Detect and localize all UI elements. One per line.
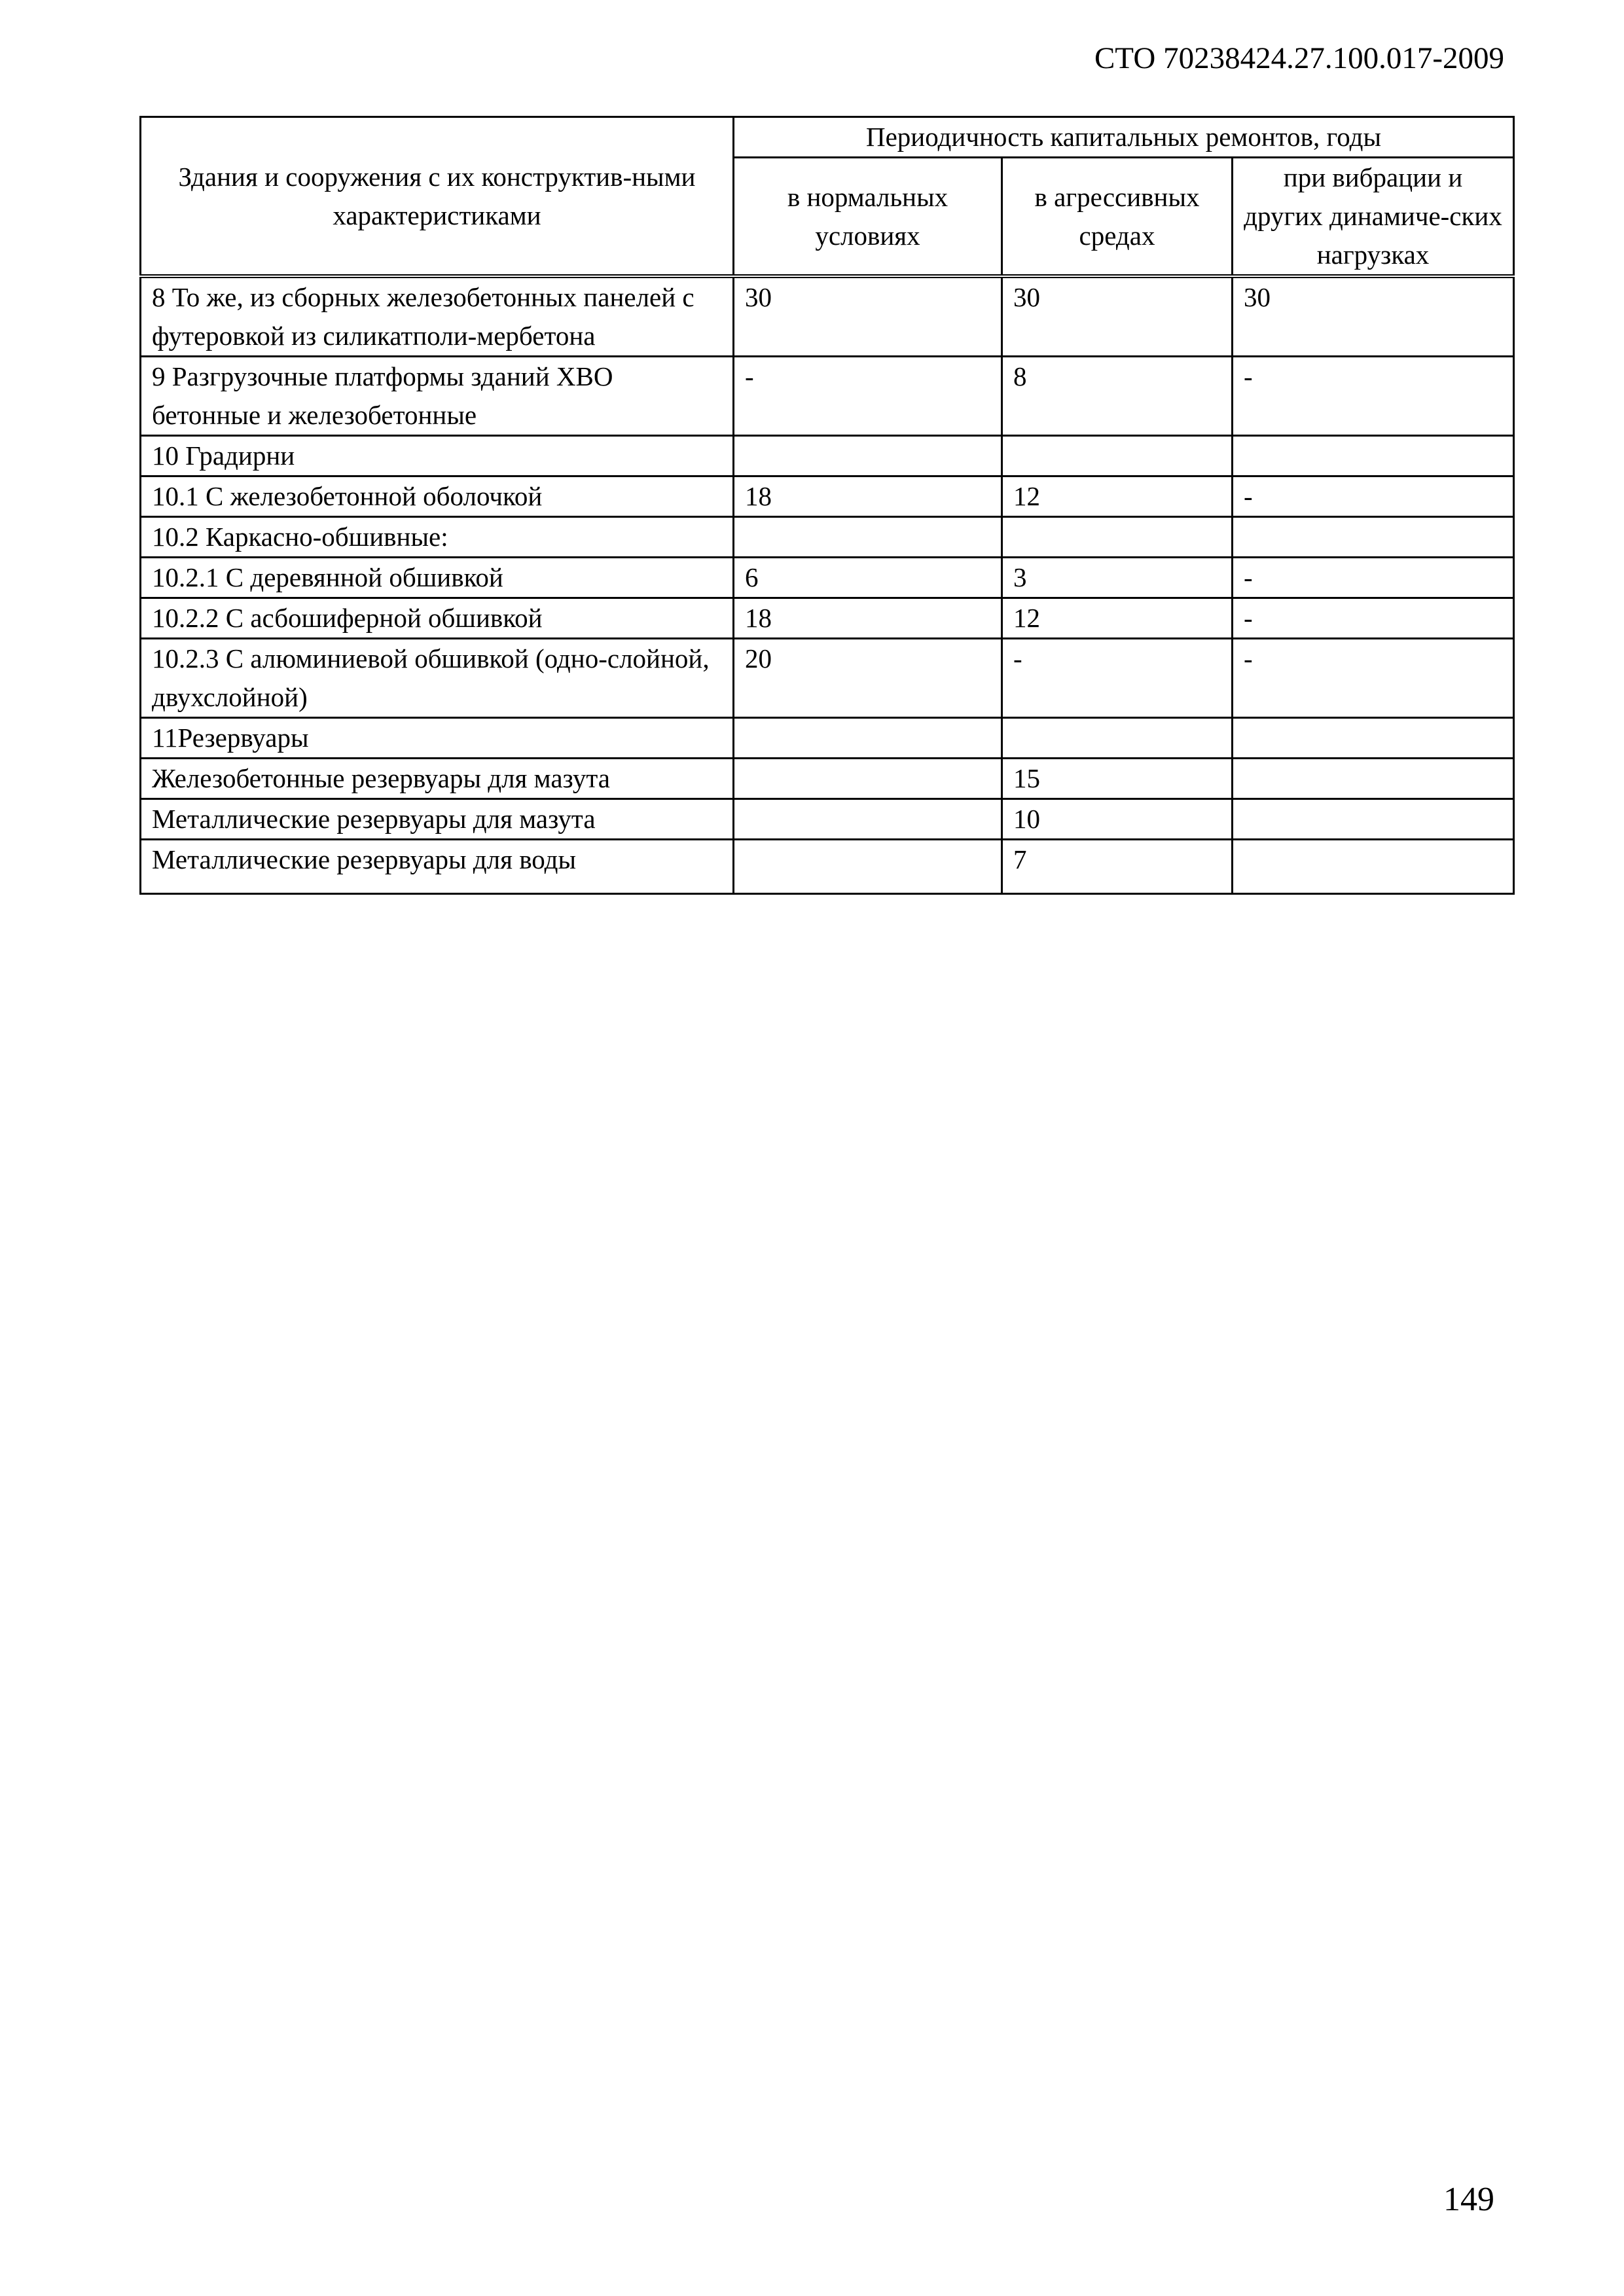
header-aggressive-environments: в агрессивных средах (1002, 158, 1233, 277)
table-body (141, 276, 1514, 894)
cell-aggressive-environments (1002, 517, 1233, 558)
cell-aggressive-environments (1002, 718, 1233, 759)
cell-structure-name: Железобетонные резервуары для мазута (141, 759, 734, 799)
cell-normal-conditions (734, 718, 1002, 759)
table-row (141, 799, 1514, 840)
cell-vibration-loads (1233, 840, 1514, 894)
cell-vibration-loads: - (1233, 476, 1514, 517)
cell-normal-conditions (734, 517, 1002, 558)
cell-normal-conditions: 18 (734, 598, 1002, 639)
cell-normal-conditions (734, 436, 1002, 476)
cell-structure-name: 11Резервуары (141, 718, 734, 759)
cell-vibration-loads: - (1233, 357, 1514, 436)
cell-aggressive-environments: 30 (1002, 276, 1233, 357)
cell-aggressive-environments: 7 (1002, 840, 1233, 894)
page-number: 149 (1443, 2181, 1494, 2218)
table-row (141, 759, 1514, 799)
cell-normal-conditions: - (734, 357, 1002, 436)
cell-vibration-loads (1233, 759, 1514, 799)
cell-structure-name: 8 То же, из сборных железобетонных панелей с футеровкой из силикатполи-мербетона (141, 276, 734, 357)
cell-normal-conditions (734, 759, 1002, 799)
table-row (141, 517, 1514, 558)
cell-aggressive-environments: 15 (1002, 759, 1233, 799)
cell-structure-name: 9 Разгрузочные платформы зданий ХВО бетонные и железобетонные (141, 357, 734, 436)
cell-normal-conditions (734, 799, 1002, 840)
repair-periodicity-table (139, 116, 1515, 895)
cell-structure-name: Металлические резервуары для мазута (141, 799, 734, 840)
table-row (141, 718, 1514, 759)
cell-structure-name: 10.2 Каркасно-обшивные: (141, 517, 734, 558)
cell-normal-conditions: 20 (734, 639, 1002, 718)
cell-vibration-loads (1233, 718, 1514, 759)
cell-structure-name: Металлические резервуары для воды (141, 840, 734, 894)
repair-periodicity-table-container (139, 116, 1513, 895)
header-normal-conditions: в нормальных условиях (734, 158, 1002, 277)
cell-vibration-loads: 30 (1233, 276, 1514, 357)
cell-normal-conditions: 30 (734, 276, 1002, 357)
header-buildings-column: Здания и сооружения с их конструктив-ными характеристиками (141, 117, 734, 277)
cell-structure-name: 10.2.3 С алюминиевой обшивкой (одно-слойной, двухслойной) (141, 639, 734, 718)
cell-structure-name: 10.2.1 С деревянной обшивкой (141, 558, 734, 598)
table-row (141, 598, 1514, 639)
header-periodicity-group: Периодичность капитальных ремонтов, годы (734, 117, 1514, 158)
cell-structure-name: 10 Градирни (141, 436, 734, 476)
cell-vibration-loads: - (1233, 639, 1514, 718)
header-vibration-loads: при вибрации и других динамиче-ских нагрузках (1233, 158, 1514, 277)
cell-normal-conditions: 18 (734, 476, 1002, 517)
cell-normal-conditions (734, 840, 1002, 894)
table-header (141, 117, 1514, 277)
document-code: СТО 70238424.27.100.017-2009 (1094, 41, 1504, 75)
cell-vibration-loads (1233, 799, 1514, 840)
cell-aggressive-environments: 12 (1002, 476, 1233, 517)
cell-structure-name: 10.2.2 С асбошиферной обшивкой (141, 598, 734, 639)
cell-aggressive-environments: 12 (1002, 598, 1233, 639)
cell-aggressive-environments: 3 (1002, 558, 1233, 598)
table-row (141, 276, 1514, 357)
table-row (141, 639, 1514, 718)
cell-normal-conditions: 6 (734, 558, 1002, 598)
cell-aggressive-environments: 8 (1002, 357, 1233, 436)
cell-aggressive-environments: 10 (1002, 799, 1233, 840)
cell-vibration-loads (1233, 436, 1514, 476)
table-row (141, 558, 1514, 598)
cell-vibration-loads: - (1233, 598, 1514, 639)
table-row (141, 436, 1514, 476)
cell-aggressive-environments (1002, 436, 1233, 476)
cell-structure-name: 10.1 С железобетонной оболочкой (141, 476, 734, 517)
table-row (141, 357, 1514, 436)
table-row (141, 476, 1514, 517)
cell-vibration-loads (1233, 517, 1514, 558)
table-row (141, 840, 1514, 894)
cell-aggressive-environments: - (1002, 639, 1233, 718)
cell-vibration-loads: - (1233, 558, 1514, 598)
